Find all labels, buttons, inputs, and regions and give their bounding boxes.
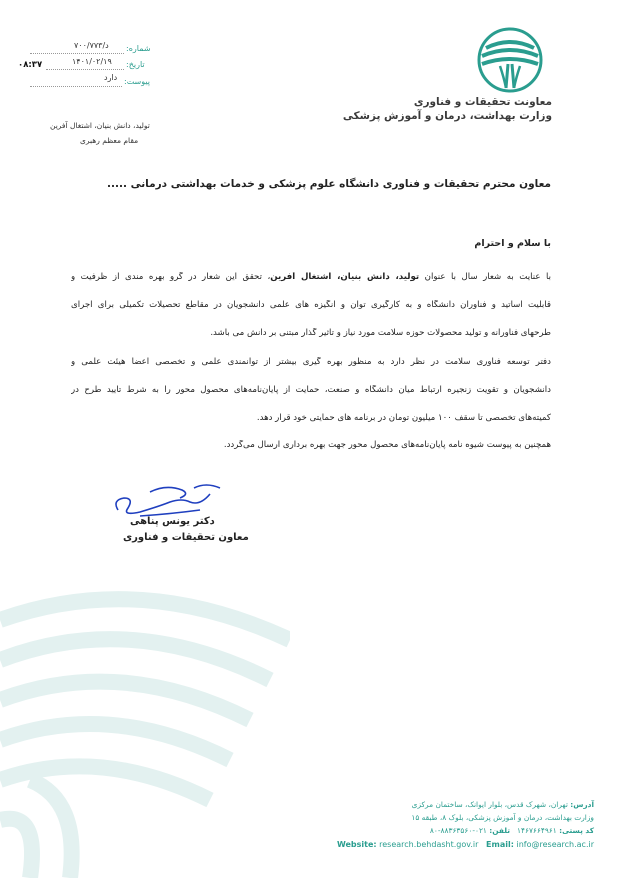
date-label: تاریخ: — [126, 60, 145, 69]
slogan-bold: تولید، دانش بنیان، اشتغال آفرین — [270, 272, 420, 282]
organization-name: معاونت تحقیقات و فناوری — [413, 96, 552, 108]
number-dotted-line — [30, 53, 124, 54]
paragraph-2-line-1: دفتر توسعه فناوری سلامت در نظر دارد به منظور بهره گیری بیشتر از توانمندی علمی و تخصصی اعضا هیئت علمی و — [71, 357, 551, 367]
footer-address-line-1: آدرس: تهران، شهرک قدس، بلوار ایوانک، ساختمان مرکزی — [411, 800, 594, 809]
attachment-dotted-line — [30, 86, 122, 87]
footer-contact: Website: research.behdasht.gov.ir Email: info@research.ac.ir — [336, 840, 594, 849]
paragraph-3-line-1: همچنین به پیوست شیوه نامه پایان‌نامه‌های محصول محور جهت بهره برداری ارسال می‌گردد. — [223, 440, 551, 450]
paragraph-2-line-2: دانشجویان و تقویت زنجیره ارتباط میان دانشگاه و صنعت، حمایت از پایان‌نامه‌های محصول محور را به شرط تایید طرح در — [71, 385, 551, 395]
paragraph-1-line-2: قابلیت اساتید و فناوران دانشگاه و به کارگیری توان و انگیزه های علمی دانشجویان در مقاطع تحصیلات تکمیلی برای اجرای — [71, 300, 551, 310]
attachment-value: دارد — [104, 73, 118, 82]
signatory-name: دکتر یونس پناهی — [130, 516, 215, 527]
email-link[interactable]: info@research.ac.ir — [516, 840, 594, 849]
greeting: با سلام و احترام — [474, 238, 551, 249]
footer-address-line-2: وزارت بهداشت، درمان و آموزش پزشکی، بلوک ۸، طبقه ۱۵ — [411, 813, 594, 822]
paragraph-1-line-1: با عنایت به شعار سال با عنوان تولید، دانش بنیان، اشتغال آفرین، تحقق این شعار در گرو بهره مندی از ظرفیت و — [71, 272, 551, 282]
organization-logo-icon — [470, 26, 550, 94]
website-link[interactable]: research.behdasht.gov.ir — [379, 840, 479, 849]
letter-time: ۰۸:۳۷ — [18, 60, 43, 70]
ministry-name: وزارت بهداشت، درمان و آموزش پزشکی — [342, 110, 552, 122]
slogan-source: مقام معظم رهبری — [80, 136, 139, 145]
paragraph-1-line-3: طرحهای فناورانه و تولید محصولات حوزه سلامت مورد نیاز و تاثیر گذار مبتنی بر دانش می باشد. — [210, 328, 551, 338]
letter-date: ۱۴۰۱/۰۲/۱۹ — [72, 57, 112, 66]
footer-postal-phone: کد پستی: ۱۴۶۷۶۶۴۹۶۱ تلفن: ۰۲۱-۸۸۳۶۳۵۶۰-۸۰ — [429, 826, 594, 835]
addressee: معاون محترم تحقیقات و فناوری دانشگاه علوم پزشکی و خدمات بهداشتی درمانی ..... — [107, 178, 551, 190]
attachment-label: پیوست: — [124, 77, 151, 86]
slogan-text: تولید، دانش بنیان، اشتغال آفرین — [50, 121, 150, 130]
signatory-title: معاون تحقیقات و فناوری — [123, 532, 249, 543]
decorative-watermark — [0, 580, 290, 878]
letter-number: ۷۰۰/۷۷۳/د — [74, 41, 109, 50]
date-dotted-line — [46, 69, 124, 70]
paragraph-2-line-3: کمیته‌های تخصصی تا سقف ۱۰۰ میلیون تومان در برنامه های حمایتی خود قرار دهد. — [256, 413, 551, 423]
number-label: شماره: — [126, 44, 151, 53]
